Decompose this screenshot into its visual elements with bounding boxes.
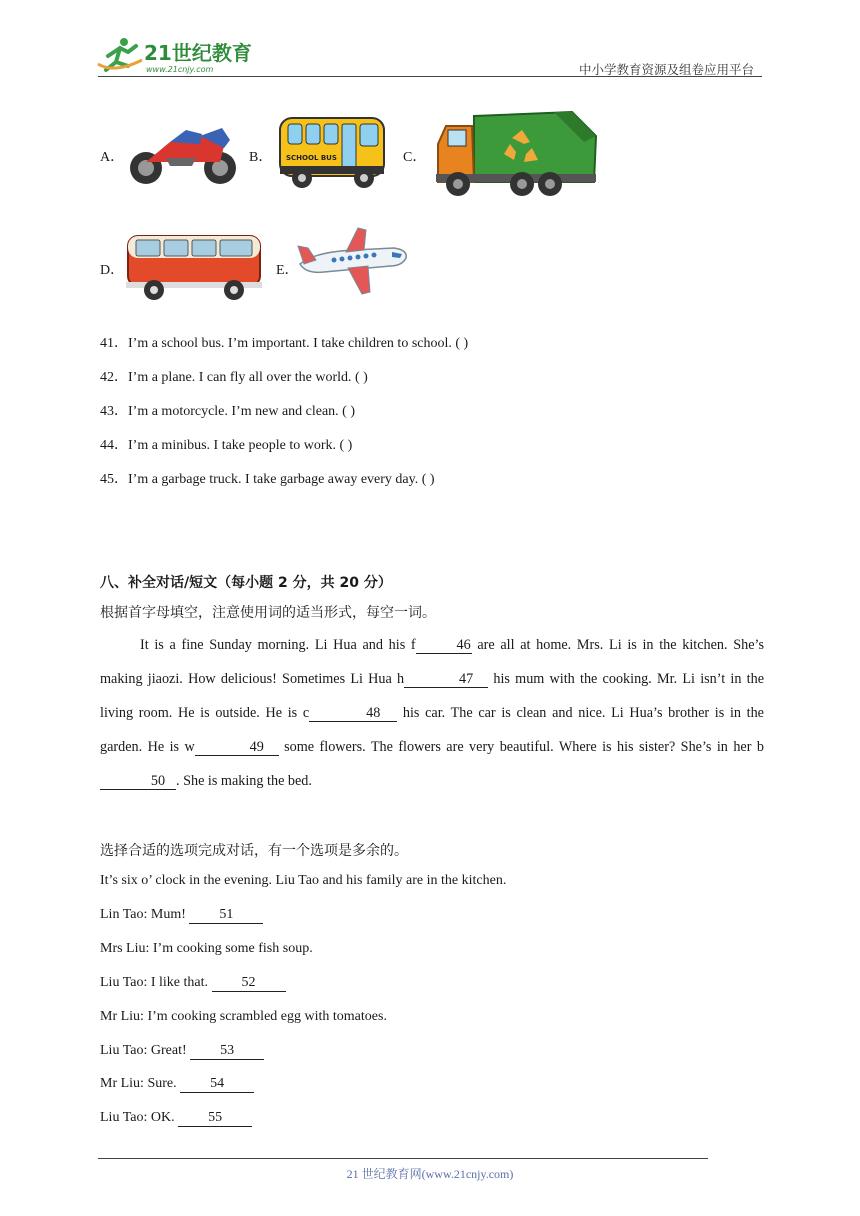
blank-54[interactable]: 54: [180, 1076, 254, 1093]
blank-48[interactable]: 48: [309, 705, 397, 722]
question-44: 44．I’m a minibus. I take people to work. ( ): [100, 438, 353, 453]
header-platform-text: 中小学教育资源及组卷应用平台: [578, 62, 754, 77]
blank-52[interactable]: 52: [212, 975, 286, 992]
logo-text: 21世纪教育: [144, 41, 252, 65]
plane-icon: [294, 224, 410, 298]
option-c-label: C．: [403, 150, 427, 165]
dialogue-line-2: Mrs Liu: I’m cooking some fish soup.: [100, 941, 313, 956]
question-43: 43．I’m a motorcycle. I’m new and clean. ( ): [100, 404, 356, 419]
question-42: 42．I’m a plane. I can fly all over the world. ( ): [100, 370, 368, 385]
school-bus-icon: [276, 114, 388, 190]
logo-sub: www.21cnjy.com: [146, 65, 214, 74]
dialogue-line-4: Mr Liu: I’m cooking scrambled egg with tomatoes.: [100, 1009, 387, 1024]
minibus-icon: [124, 232, 264, 302]
instruction-choose: 选择合适的选项完成对话，有一个选项是多余的。: [100, 843, 408, 859]
blank-46[interactable]: 46: [416, 637, 472, 654]
question-45: 45．I’m a garbage truck. I take garbage away every day. ( ): [100, 472, 435, 487]
question-41: 41．I’m a school bus. I’m important. I take children to school. ( ): [100, 336, 469, 351]
dialogue-line-7: Liu Tao: OK. 55: [100, 1110, 252, 1127]
dialogue-line-1: Lin Tao: Mum! 51: [100, 907, 263, 924]
cloze-passage: It is a fine Sunday morning. Li Hua and his f 46 are all at home. Mrs. Li is in the kitchen. She’s making jiaozi. How delicious! Sometimes Li Hua h 47 his mum with the cooking. Mr. Li isn’t in the living room. He is outside. He is c 48 his car. The car is clean and nice. Li Hua’s brother is in the garden. He is w 49 some flowers. The flowers are very beautiful. Where is his sister? She’s in her b50 . She is making the bed.: [100, 637, 764, 789]
option-a-label: A．: [100, 150, 125, 165]
blank-49[interactable]: 49: [195, 739, 279, 756]
garbage-truck-icon: [434, 108, 598, 198]
blank-47[interactable]: 47: [404, 671, 488, 688]
option-e-label: E．: [276, 263, 299, 278]
footer-divider: [98, 1158, 708, 1159]
footer-text[interactable]: 21 世纪教育网(www.21cnjy.com): [346, 1167, 514, 1181]
header-divider: [98, 76, 762, 77]
site-logo: [94, 34, 264, 76]
dialogue-line-3: Liu Tao: I like that. 52: [100, 975, 286, 992]
blank-50[interactable]: 50: [100, 773, 176, 790]
blank-55[interactable]: 55: [178, 1110, 252, 1127]
motorcycle-icon: [126, 122, 240, 186]
bus-text: SCHOOL BUS: [286, 154, 337, 162]
section-title: 八、补全对话/短文（每小题 2 分，共 20 分）: [100, 575, 392, 591]
instruction-fill-in: 根据首字母填空，注意使用词的适当形式，每空一词。: [100, 605, 436, 621]
option-d-label: D．: [100, 263, 125, 278]
blank-53[interactable]: 53: [190, 1043, 264, 1060]
blank-51[interactable]: 51: [189, 907, 263, 924]
option-b-label: B．: [249, 150, 273, 165]
dialogue-line-5: Liu Tao: Great! 53: [100, 1043, 264, 1060]
dialogue-intro: It’s six o’ clock in the evening. Liu Tao and his family are in the kitchen.: [100, 873, 507, 888]
dialogue-line-6: Mr Liu: Sure. 54: [100, 1076, 254, 1093]
